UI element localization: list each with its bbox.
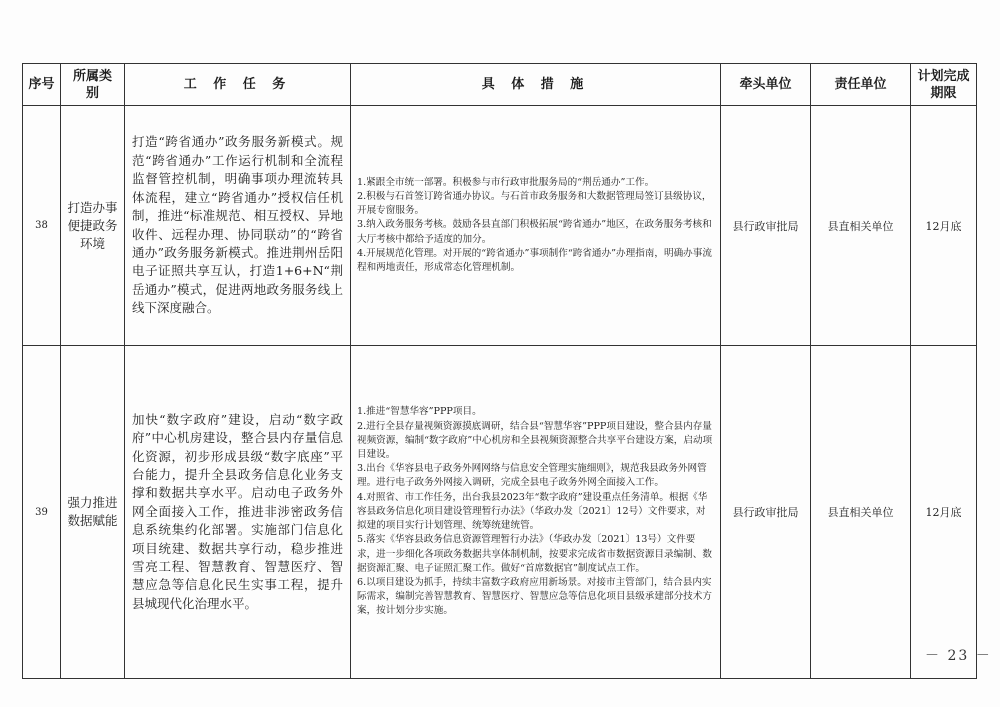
header-measures: 具 体 措 施: [351, 64, 721, 106]
row-resp-unit: 县直相关单位: [811, 346, 911, 679]
row-lead-unit: 县行政审批局: [721, 106, 811, 346]
row-index: 39: [23, 346, 61, 679]
row-category: 打造办事便捷政务环境: [61, 106, 125, 346]
page-number: － 23 －: [925, 648, 992, 664]
row-measures: [351, 346, 721, 679]
measure-item: 6.以项目建设为抓手，持续丰富数字政府应用新场景。对接市主管部门，结合县内实际需求，编制完善智慧教育、智慧医疗、智慧应急等信息化项目县级承建部分技术方案，按计划分步实施。: [357, 576, 712, 617]
table-header-row: [23, 64, 977, 106]
measure-item: 1.紧跟全市统一部署。积极参与市行政审批服务局的“荆岳通办”工作。: [357, 176, 655, 188]
header-deadline: 计划完成期限: [911, 64, 977, 106]
row-task: 打造“跨省通办”政务服务新模式。规范“跨省通办”工作运行机制和全流程监督管控机制，明确事项办理流转具体流程，建立“跨省通办”授权信任机制，推进“标准规范、相互授权、异地收件、远程办理、协同联动”的“跨省通办”政务服务新模式。推进荆州岳阳电子证照共享互认，打造1+6+N“荆岳通办”模式，促进两地政务服务线上线下深度融合。: [125, 106, 351, 346]
header-lead-unit: 牵头单位: [721, 64, 811, 106]
header-task: 工 作 任 务: [125, 64, 351, 106]
measure-item: 1.推进“智慧华容”PPP项目。: [357, 406, 482, 418]
measure-item: 2.进行全县存量视频资源摸底调研，结合县“智慧华容”PPP项目建设，整合县内存量视频资源，编制“数字政府”中心机房和全县视频资源整合共享平台建设方案，启动项目建设。: [357, 420, 713, 461]
table-row: [23, 346, 977, 679]
row-category: 强力推进数据赋能: [61, 346, 125, 679]
header-resp-unit: 责任单位: [811, 64, 911, 106]
row-deadline: 12月底: [911, 106, 977, 346]
header-index: 序号: [23, 64, 61, 106]
row-deadline: 12月底: [911, 346, 977, 679]
measure-item: 2.积极与石首签订跨省通办协议。与石首市政务服务和大数据管理局签订县级协议，开展专窗服务。: [357, 190, 712, 217]
measure-item: 5.落实《华容县政务信息资源管理暂行办法》（华政办发〔2021〕13号）文件要求，进一步细化各项政务数据共享体制机制，按要求完成省市数据资源目录编制、数据资源汇聚、电子证照汇聚工作。做好“首席数据官”制度试点工作。: [357, 534, 712, 574]
row-lead-unit: 县行政审批局: [721, 346, 811, 679]
header-category: 所属类别: [61, 64, 125, 106]
work-plan-table: [22, 63, 977, 679]
row-resp-unit: 县直相关单位: [811, 106, 911, 346]
measure-item: 3.纳入政务服务考核。鼓励各县直部门积极拓展“跨省通办”地区，在政务服务考核和大厅考核中都给予适度的加分。: [357, 219, 712, 245]
row-index: 38: [23, 106, 61, 346]
measure-item: 4.开展规范化管理。对开展的“跨省通办”事项制作“跨省通办”办理指南，明确办事流程和两地责任，形成常态化管理机制。: [357, 247, 712, 273]
row-measures: [351, 106, 721, 346]
measure-item: 4.对照省、市工作任务，出台我县2023年“数字政府”建设重点任务清单。根据《华容县政务信息化项目建设管理暂行办法》（华政办发〔2021〕12号）文件要求，对拟建的项目实行计划管理、统筹统建统管。: [357, 491, 708, 532]
measure-item: 3.出台《华容县电子政务外网网络与信息安全管理实施细则》，规范我县政务外网管理。进行电子政务外网接入调研，完成全县电子政务外网全面接入工作。: [357, 463, 707, 489]
row-task: 加快“数字政府”建设，启动“数字政府”中心机房建设，整合县内存量信息化资源，初步形成县级“数字底座”平台能力，提升全县政务信息化业务支撑和数据共享水平。启动电子政务外网全面接入工作，推进非涉密政务信息系统集约化部署。实施部门信息化项目统建、数据共享行动，稳步推进雪亮工程、智慧教育、智慧医疗、智慧应急等信息化民生实事工程，提升县城现代化治理水平。: [125, 346, 351, 679]
table-row: [23, 106, 977, 346]
